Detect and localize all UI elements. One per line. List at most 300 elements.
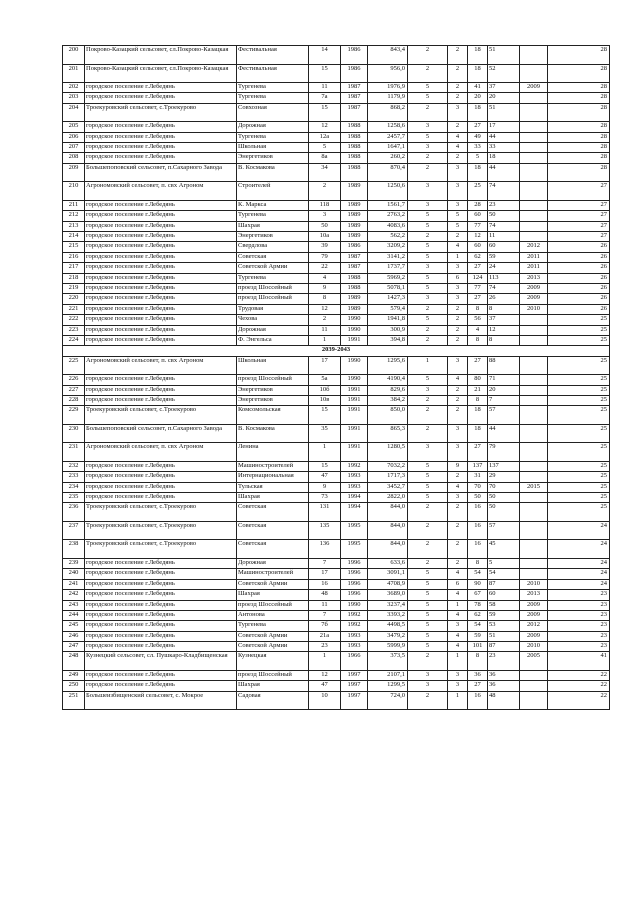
cell-row-number: 216 [63,252,85,262]
cell-entrances: 2 [448,83,468,93]
cell-area: 850,0 [368,406,408,425]
cell-value-col: 23 [548,590,610,600]
cell-value-col: 27 [548,182,610,201]
cell-settlement: городское поселение г.Лебедянь [85,558,237,568]
cell-residents: 59 [488,610,520,620]
cell-entrances: 2 [448,406,468,425]
period-section-label: 2039-2043 [63,346,610,356]
cell-house-number: 10б [309,385,341,395]
cell-house-number: 8 [309,294,341,304]
cell-street: Чехова [237,315,309,325]
cell-floors: 2 [408,424,448,443]
cell-house-number: 7а [309,93,341,103]
table-row [63,153,610,163]
cell-street: Садовая [237,691,309,710]
cell-value-col: 28 [548,46,610,65]
cell-row-number: 213 [63,221,85,231]
cell-settlement: Покрово-Казацкий сельсовет, сл.Покрово-Казацкая [85,46,237,65]
cell-repair-year [520,670,548,680]
cell-year-built: 1988 [341,273,368,283]
cell-street: Школьная [237,143,309,153]
table-row [63,46,610,65]
cell-apartments: 137 [468,461,488,471]
cell-settlement: Троекуровский сельсовет, с.Троекурово [85,406,237,425]
cell-row-number: 251 [63,691,85,710]
cell-apartments: 18 [468,46,488,65]
cell-street: Фестивальная [237,46,309,65]
cell-settlement: Агрономовский сельсовет, п. свх Агроном [85,443,237,462]
period-section-row [63,346,610,356]
cell-row-number: 205 [63,122,85,132]
cell-entrances: 3 [448,681,468,691]
cell-residents: 44 [488,424,520,443]
cell-year-built: 1988 [341,153,368,163]
cell-apartments: 18 [468,163,488,182]
cell-area: 4498,5 [368,621,408,631]
cell-entrances: 4 [448,590,468,600]
table-row [63,252,610,262]
cell-value-col: 28 [548,132,610,142]
cell-repair-year [520,315,548,325]
cell-floors: 1 [408,356,448,375]
cell-floors: 3 [408,670,448,680]
cell-street: Советская [237,503,309,522]
cell-repair-year: 2011 [520,263,548,273]
cell-apartments: 77 [468,283,488,293]
table-row [63,482,610,492]
cell-repair-year: 2009 [520,294,548,304]
cell-value-col: 22 [548,670,610,680]
cell-house-number: 14 [309,46,341,65]
cell-year-built: 1988 [341,143,368,153]
cell-street: Совхозная [237,103,309,122]
cell-entrances: 2 [448,335,468,345]
cell-floors: 2 [408,163,448,182]
cell-residents: 50 [488,211,520,221]
cell-street: Тургенева [237,621,309,631]
cell-residents: 37 [488,83,520,93]
cell-entrances: 3 [448,283,468,293]
cell-entrances: 4 [448,482,468,492]
cell-apartments: 78 [468,600,488,610]
cell-apartments: 18 [468,64,488,83]
cell-house-number: 1 [309,652,341,671]
cell-settlement: Большепоповский сельсовет, п.Сахарного Завода [85,424,237,443]
housing-table-body [63,46,610,710]
cell-floors: 5 [408,375,448,385]
cell-value-col: 23 [548,610,610,620]
cell-repair-year [520,385,548,395]
cell-floors: 3 [408,122,448,132]
cell-entrances: 5 [448,211,468,221]
cell-settlement: городское поселение г.Лебедянь [85,93,237,103]
cell-row-number: 250 [63,681,85,691]
cell-entrances: 6 [448,273,468,283]
cell-apartments: 16 [468,540,488,559]
cell-settlement: городское поселение г.Лебедянь [85,122,237,132]
cell-floors: 5 [408,631,448,641]
cell-house-number: 48 [309,590,341,600]
cell-house-number: 17 [309,356,341,375]
cell-year-built: 1997 [341,681,368,691]
cell-value-col: 27 [548,211,610,221]
cell-year-built: 1994 [341,503,368,522]
cell-entrances: 3 [448,356,468,375]
cell-house-number: 34 [309,163,341,182]
cell-year-built: 1966 [341,652,368,671]
cell-repair-year [520,521,548,540]
cell-apartments: 20 [468,93,488,103]
cell-year-built: 1989 [341,211,368,221]
cell-area: 1258,6 [368,122,408,132]
cell-settlement: городское поселение г.Лебедянь [85,681,237,691]
cell-settlement: городское поселение г.Лебедянь [85,325,237,335]
cell-floors: 2 [408,103,448,122]
cell-house-number: 23 [309,642,341,652]
cell-street: Машиностроителей [237,461,309,471]
cell-residents: 59 [488,252,520,262]
cell-settlement: городское поселение г.Лебедянь [85,252,237,262]
cell-entrances: 3 [448,493,468,503]
cell-value-col: 28 [548,93,610,103]
cell-year-built: 1993 [341,482,368,492]
cell-apartments: 5 [468,153,488,163]
cell-area: 3689,0 [368,590,408,600]
cell-house-number: 2 [309,315,341,325]
cell-area: 1561,7 [368,200,408,210]
cell-residents: 50 [488,493,520,503]
cell-floors: 5 [408,273,448,283]
cell-value-col: 27 [548,221,610,231]
cell-row-number: 229 [63,406,85,425]
cell-street: Интернациональная [237,472,309,482]
cell-settlement: городское поселение г.Лебедянь [85,482,237,492]
cell-street: В. Космакова [237,424,309,443]
cell-street: Энергетиков [237,385,309,395]
cell-floors: 5 [408,211,448,221]
cell-entrances: 3 [448,424,468,443]
cell-year-built: 1987 [341,103,368,122]
cell-street: Ленина [237,443,309,462]
cell-area: 384,2 [368,395,408,405]
housing-register-document [62,45,609,710]
cell-row-number: 232 [63,461,85,471]
cell-settlement: городское поселение г.Лебедянь [85,610,237,620]
cell-value-col: 27 [548,232,610,242]
cell-house-number: 15 [309,406,341,425]
cell-entrances: 2 [448,122,468,132]
cell-settlement: городское поселение г.Лебедянь [85,600,237,610]
cell-value-col: 28 [548,122,610,132]
cell-repair-year: 2012 [520,242,548,252]
cell-apartments: 101 [468,642,488,652]
cell-repair-year: 2013 [520,590,548,600]
cell-settlement: городское поселение г.Лебедянь [85,631,237,641]
cell-residents: 50 [488,503,520,522]
cell-year-built: 1989 [341,200,368,210]
cell-row-number: 222 [63,315,85,325]
cell-house-number: 15 [309,103,341,122]
cell-year-built: 1991 [341,424,368,443]
cell-street: Советская [237,252,309,262]
cell-settlement: городское поселение г.Лебедянь [85,385,237,395]
table-row [63,93,610,103]
cell-repair-year [520,182,548,201]
cell-area: 1179,9 [368,93,408,103]
cell-entrances: 2 [448,385,468,395]
cell-area: 843,4 [368,46,408,65]
cell-street: Дорожная [237,325,309,335]
cell-settlement: Большеизбищенский сельсовет, с. Мокрое [85,691,237,710]
cell-residents: 23 [488,652,520,671]
cell-row-number: 239 [63,558,85,568]
cell-area: 4190,4 [368,375,408,385]
cell-entrances: 2 [448,304,468,314]
cell-residents: 17 [488,122,520,132]
cell-value-col: 25 [548,385,610,395]
cell-area: 3393,2 [368,610,408,620]
cell-row-number: 236 [63,503,85,522]
table-row [63,294,610,304]
cell-house-number: 12а [309,132,341,142]
cell-floors: 5 [408,642,448,652]
cell-area: 865,3 [368,424,408,443]
cell-apartments: 28 [468,200,488,210]
cell-area: 2457,7 [368,132,408,142]
cell-street: Свердлова [237,242,309,252]
cell-year-built: 1988 [341,122,368,132]
cell-year-built: 1988 [341,163,368,182]
cell-year-built: 1995 [341,540,368,559]
cell-repair-year [520,325,548,335]
cell-street: Советской Армии [237,263,309,273]
table-row [63,375,610,385]
cell-entrances: 1 [448,691,468,710]
cell-row-number: 238 [63,540,85,559]
cell-repair-year [520,356,548,375]
cell-repair-year [520,132,548,142]
cell-year-built: 1995 [341,521,368,540]
cell-settlement: городское поселение г.Лебедянь [85,590,237,600]
cell-street: Советская [237,521,309,540]
cell-house-number: 21а [309,631,341,641]
cell-row-number: 217 [63,263,85,273]
table-row [63,631,610,641]
table-row [63,103,610,122]
cell-area: 7032,2 [368,461,408,471]
cell-area: 1299,5 [368,681,408,691]
cell-floors: 3 [408,294,448,304]
table-row [63,642,610,652]
cell-area: 2763,2 [368,211,408,221]
cell-residents: 51 [488,631,520,641]
cell-year-built: 1989 [341,294,368,304]
cell-house-number: 2 [309,182,341,201]
cell-settlement: городское поселение г.Лебедянь [85,461,237,471]
cell-value-col: 25 [548,315,610,325]
cell-street: Трудовая [237,304,309,314]
cell-floors: 2 [408,64,448,83]
cell-row-number: 201 [63,64,85,83]
table-row [63,691,610,710]
cell-repair-year: 2009 [520,600,548,610]
cell-apartments: 4 [468,325,488,335]
cell-repair-year [520,540,548,559]
cell-floors: 5 [408,461,448,471]
cell-year-built: 1990 [341,600,368,610]
cell-apartments: 67 [468,590,488,600]
table-row [63,670,610,680]
cell-year-built: 1991 [341,385,368,395]
cell-area: 3141,2 [368,252,408,262]
cell-house-number: 79 [309,252,341,262]
cell-row-number: 227 [63,385,85,395]
cell-year-built: 1986 [341,64,368,83]
cell-entrances: 2 [448,93,468,103]
cell-repair-year: 2015 [520,482,548,492]
cell-repair-year [520,93,548,103]
cell-residents: 113 [488,273,520,283]
cell-repair-year [520,143,548,153]
cell-house-number: 47 [309,681,341,691]
table-row [63,424,610,443]
cell-settlement: городское поселение г.Лебедянь [85,315,237,325]
cell-floors: 2 [408,540,448,559]
cell-value-col: 23 [548,600,610,610]
cell-house-number: 12 [309,304,341,314]
cell-row-number: 226 [63,375,85,385]
cell-apartments: 27 [468,122,488,132]
cell-area: 829,6 [368,385,408,395]
cell-area: 1976,9 [368,83,408,93]
cell-street: Советская [237,540,309,559]
cell-repair-year: 2009 [520,83,548,93]
cell-floors: 2 [408,652,448,671]
cell-street: Шахрая [237,590,309,600]
cell-floors: 5 [408,590,448,600]
cell-apartments: 62 [468,610,488,620]
table-row [63,579,610,589]
cell-entrances: 2 [448,503,468,522]
cell-residents: 52 [488,64,520,83]
table-row [63,263,610,273]
cell-house-number: 22 [309,263,341,273]
cell-apartments: 18 [468,103,488,122]
cell-entrances: 2 [448,315,468,325]
cell-value-col: 23 [548,621,610,631]
cell-value-col: 25 [548,424,610,443]
cell-entrances: 3 [448,670,468,680]
cell-row-number: 230 [63,424,85,443]
cell-row-number: 249 [63,670,85,680]
cell-residents: 11 [488,232,520,242]
cell-entrances: 2 [448,232,468,242]
cell-residents: 74 [488,221,520,231]
table-row [63,64,610,83]
cell-year-built: 1991 [341,406,368,425]
table-row [63,273,610,283]
cell-street: Энергетиков [237,153,309,163]
cell-value-col: 28 [548,153,610,163]
cell-year-built: 1991 [341,335,368,345]
cell-area: 562,2 [368,232,408,242]
cell-area: 1427,3 [368,294,408,304]
cell-settlement: Троекуровский сельсовет, с.Троекурово [85,103,237,122]
cell-area: 1737,7 [368,263,408,273]
cell-apartments: 27 [468,681,488,691]
cell-year-built: 1992 [341,621,368,631]
cell-street: Строителей [237,182,309,201]
cell-floors: 5 [408,93,448,103]
cell-row-number: 200 [63,46,85,65]
cell-entrances: 3 [448,103,468,122]
table-row [63,600,610,610]
cell-repair-year [520,691,548,710]
cell-house-number: 8а [309,153,341,163]
cell-value-col: 25 [548,325,610,335]
cell-street: Фестивальная [237,64,309,83]
cell-row-number: 221 [63,304,85,314]
cell-value-col: 26 [548,283,610,293]
cell-area: 1280,5 [368,443,408,462]
cell-area: 3209,2 [368,242,408,252]
cell-repair-year: 2011 [520,252,548,262]
cell-residents: 88 [488,356,520,375]
cell-row-number: 218 [63,273,85,283]
cell-street: проезд Шоссейный [237,600,309,610]
cell-year-built: 1986 [341,242,368,252]
cell-row-number: 235 [63,493,85,503]
cell-year-built: 1997 [341,670,368,680]
cell-area: 300,9 [368,325,408,335]
cell-house-number: 4 [309,273,341,283]
cell-repair-year [520,493,548,503]
cell-residents: 54 [488,569,520,579]
cell-street: Советской Армии [237,631,309,641]
cell-settlement: городское поселение г.Лебедянь [85,642,237,652]
cell-value-col: 24 [548,558,610,568]
cell-row-number: 204 [63,103,85,122]
cell-apartments: 8 [468,395,488,405]
cell-street: Тургенева [237,83,309,93]
cell-house-number: 10 [309,691,341,710]
cell-entrances: 1 [448,600,468,610]
cell-value-col: 26 [548,294,610,304]
cell-floors: 5 [408,579,448,589]
cell-entrances: 2 [448,153,468,163]
cell-value-col: 23 [548,642,610,652]
cell-area: 1295,6 [368,356,408,375]
cell-entrances: 2 [448,558,468,568]
cell-apartments: 27 [468,294,488,304]
cell-row-number: 247 [63,642,85,652]
cell-residents: 48 [488,691,520,710]
cell-residents: 57 [488,521,520,540]
cell-settlement: Троекуровский сельсовет, с.Троекурово [85,521,237,540]
cell-residents: 57 [488,406,520,425]
cell-floors: 5 [408,132,448,142]
cell-row-number: 210 [63,182,85,201]
cell-year-built: 1997 [341,691,368,710]
table-row [63,540,610,559]
cell-area: 633,6 [368,558,408,568]
cell-year-built: 1992 [341,461,368,471]
cell-floors: 5 [408,621,448,631]
cell-repair-year: 2010 [520,304,548,314]
cell-entrances: 6 [448,579,468,589]
cell-street: Ф. Энгельса [237,335,309,345]
cell-house-number: 35 [309,424,341,443]
